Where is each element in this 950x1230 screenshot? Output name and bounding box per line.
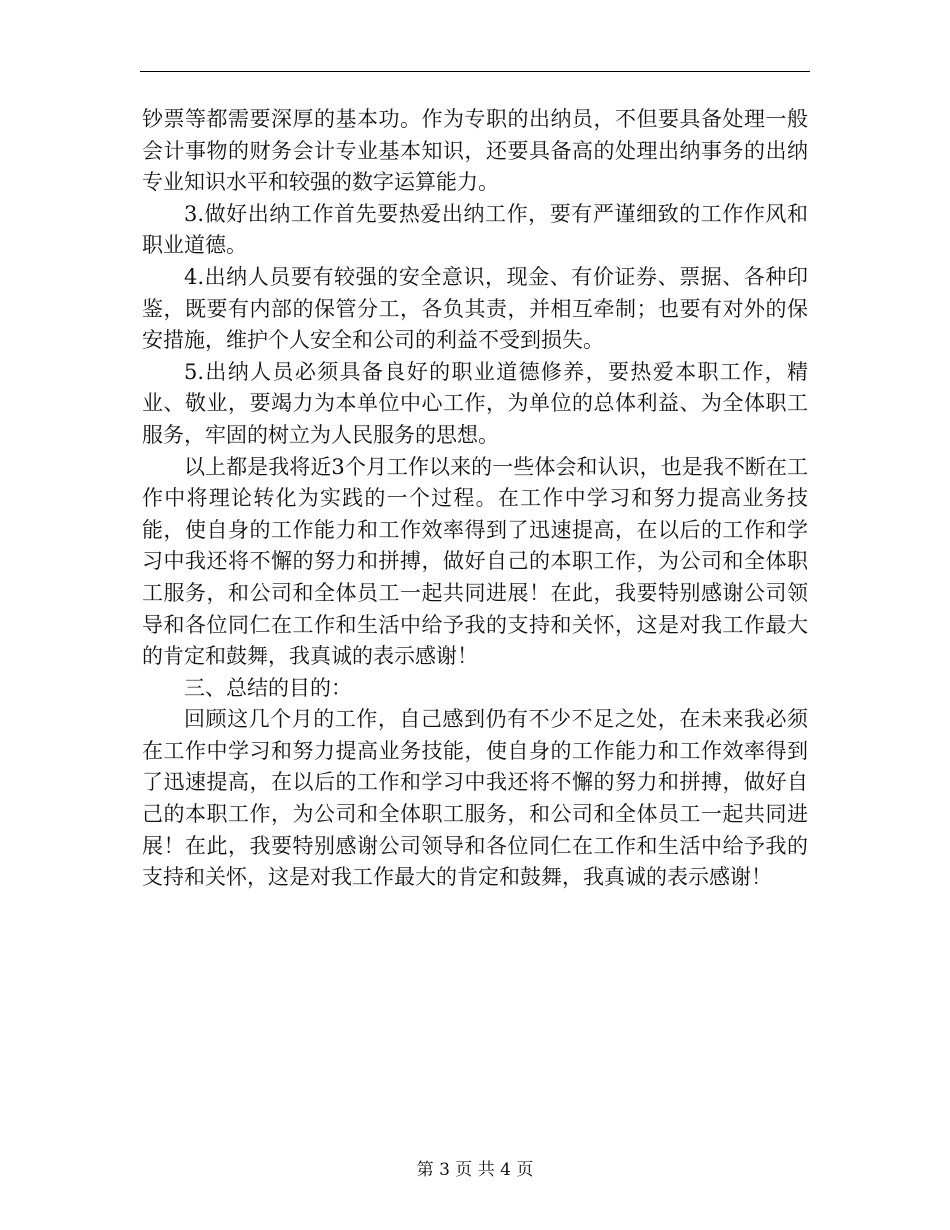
- paragraph-continuation: 钞票等都需要深厚的基本功。作为专职的出纳员，不但要具备处理一般会计事物的财务会计专业基本知识，还要具备高的处理出纳事务的出纳专业知识水平和较强的数字运算能力。: [142, 107, 808, 195]
- paragraph-item-4: 4.出纳人员要有较强的安全意识，现金、有价证券、票据、各种印鉴，既要有内部的保管分工，各负其责，并相互牵制；也要有对外的保安措施，维护个人安全和公司的利益不受到损失。: [142, 264, 808, 353]
- paragraph-item-3: 3.做好出纳工作首先要热爱出纳工作，要有严谨细致的工作作风和职业道德。: [142, 201, 808, 258]
- header-rule: [140, 71, 810, 72]
- section-heading-purpose: 三、总结的目的：: [184, 675, 352, 700]
- paragraph-review: 回顾这几个月的工作，自己感到仍有不少不足之处，在未来我必须在工作中学习和努力提高业务技能，使自身的工作能力和工作效率得到了迅速提高，在以后的工作和学习中我还将不懈的努力和拼搏，做好自己的本职工作，为公司和全体职工服务，和公司和全体员工一起共同进展！在此，我要特别感谢公司领导和各位同仁在工作和生活中给予我的支持和关怀，这是对我工作最大的肯定和鼓舞，我真诚的表示感谢！: [142, 707, 808, 890]
- document-body: [142, 104, 808, 894]
- paragraph-item-5: 5.出纳人员必须具备良好的职业道德修养，要热爱本职工作，精业、敬业，要竭力为本单位中心工作，为单位的总体利益、为全体职工服务，牢固的树立为人民服务的思想。: [142, 359, 808, 447]
- page-number-footer: 第 3 页 共 4 页: [416, 1160, 534, 1180]
- paragraph-summary: 以上都是我将近3个月工作以来的一些体会和认识，也是我不断在工作中将理论转化为实践的一个过程。在工作中学习和努力提高业务技能，使自身的工作能力和工作效率得到了迅速提高，在以后的工作和学习中我还将不懈的努力和拼搏，做好自己的本职工作，为公司和全体职工服务，和公司和全体员工一起共同进展！在此，我要特别感谢公司领导和各位同仁在工作和生活中给予我的支持和关怀，这是对我工作最大的肯定和鼓舞，我真诚的表示感谢！: [142, 454, 808, 669]
